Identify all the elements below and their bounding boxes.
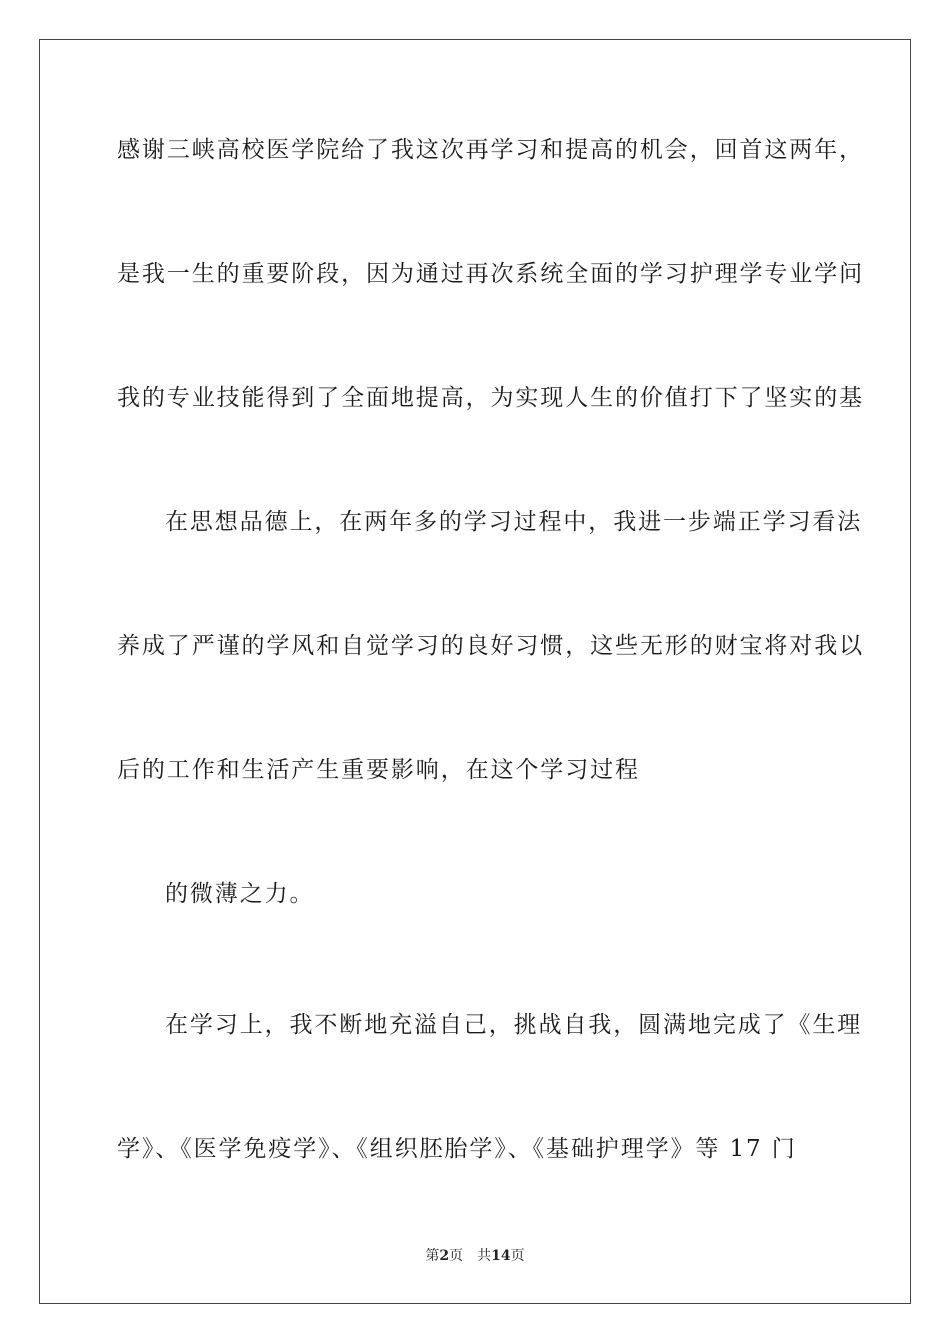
body-line-9: 学》、《医学免疫学》、《组织胚胎学》、《基础护理学》等 17 门 — [117, 1136, 797, 1162]
footer-page-unit: 页 — [449, 1248, 464, 1264]
footer-total-prefix: 共 — [477, 1248, 492, 1264]
footer-prefix: 第 — [425, 1248, 440, 1264]
body-line-6: 后的工作和生活产生重要影响，在这个学习过程 — [117, 757, 640, 783]
body-line-2: 是我一生的重要阶段，因为通过再次系统全面的学习护理学专业学问 — [117, 261, 864, 287]
body-line-4: 在思想品德上，在两年多的学习过程中，我进一步端正学习看法 — [165, 509, 863, 535]
footer-current-page: 2 — [439, 1248, 450, 1264]
page-frame — [39, 39, 911, 1304]
page-footer — [0, 1247, 950, 1265]
body-line-3: 我的专业技能得到了全面地提高，为实现人生的价值打下了坚实的基 — [117, 385, 864, 411]
footer-total-suffix: 页 — [510, 1248, 525, 1264]
body-line-1: 感谢三峡高校医学院给了我这次再学习和提高的机会，回首这两年， — [117, 137, 864, 163]
body-line-5: 养成了严谨的学风和自觉学习的良好习惯，这些无形的财宝将对我以 — [117, 633, 864, 659]
footer-total-pages: 14 — [491, 1248, 511, 1264]
body-line-7: 的微薄之力。 — [165, 881, 315, 907]
body-line-8: 在学习上，我不断地充溢自己，挑战自我，圆满地完成了《生理 — [165, 1012, 863, 1038]
